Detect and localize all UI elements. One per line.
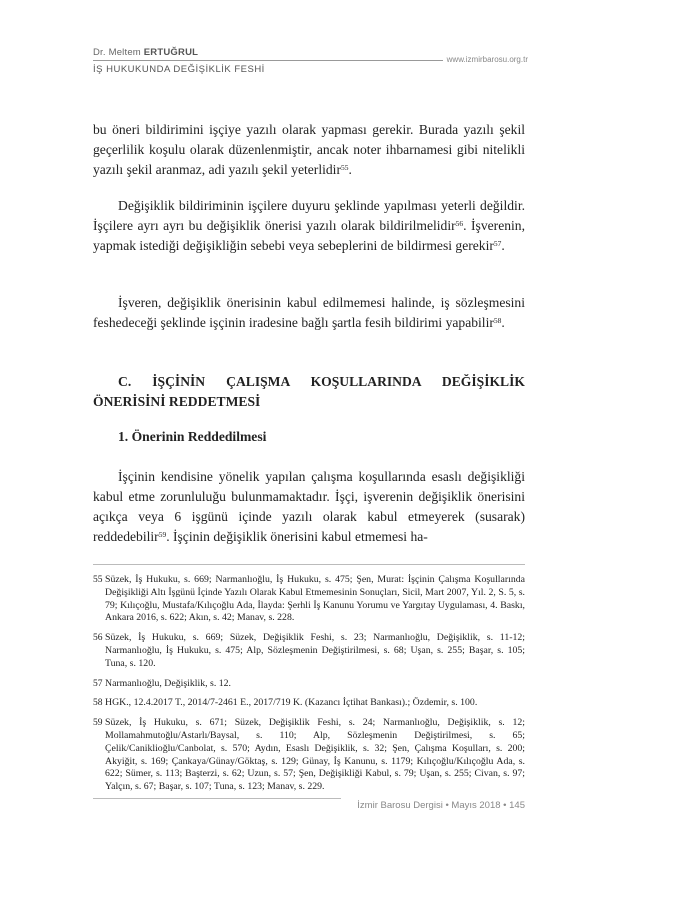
header-url[interactable]: www.izmirbarosu.org.tr (446, 55, 528, 64)
footnote-56 (93, 632, 525, 670)
footnote-text: Süzek, İş Hukuku, s. 669; Narmanlıoğlu, İş Hukuku, s. 475; Şen, Murat: İşçinin Çalışma Koşullarında Değişikliği Altı İşgünü İçinde Yazılı Olarak Kabul Etmemesinin Sonuçları, Sicil, Mart 2007, Yıl. 2, S. 5, s. 79; Kılıçoğlu, Mustafa/Kılıçoğlu Ada, İlayda: Şerhli İş Kanunu Yorumu ve Yargıtay Uygulaması, 4. Baskı, Ankara 2016, s. 622; Akın, s. 42; Manav, s. 228. (105, 574, 525, 624)
paragraph-1 (93, 120, 525, 180)
footnote-number: 59 (93, 718, 103, 729)
footnote-number: 58 (93, 698, 103, 709)
header-author (93, 47, 198, 58)
header-subtitle: İŞ HUKUKUNDA DEĞİŞİKLİK FESHİ (93, 64, 265, 75)
paragraph-4-part1: İşçinin kendisine yönelik yapılan çalışma koşullarında esaslı değişikliği kabul etme zorunluluğu bulunmamaktadır. İşçi, işverenin değişiklik önerisini açıkça veya 6 işgünü içinde yazılı olarak kabul etmeyerek (susarak) reddedebilir (93, 469, 525, 544)
paragraph-3 (93, 293, 525, 333)
paragraph-2-end: . (501, 238, 505, 253)
section-heading-c (93, 372, 525, 412)
footnote-ref-56[interactable]: 56 (455, 219, 464, 228)
paragraph-1-end: . (348, 162, 352, 177)
footer-text: İzmir Barosu Dergisi • Mayıs 2018 • 145 (357, 800, 525, 811)
paragraph-3-end: . (501, 315, 505, 330)
footnote-text: Süzek, İş Hukuku, s. 671; Süzek, Değişiklik Feshi, s. 24; Narmanlıoğlu, Değişiklik, s. 12; Mollamahmutoğlu/Astarlı/Baysal, s. 110; Alp, Sözleşmenin Değiştirilmesi, s. 65; Çelik/Caniklioğlu/Canbolat, s. 570; Aydın, Esaslı Değişiklik, s. 32; Şen, Çalışma Koşulları, s. 200; Akyiğit, s. 169; Çankaya/Günay/Göktaş, s. 129; Günay, İş Kanunu, s. 1179; Kılıçoğlu/Kılıçoğlu Ada, s. 622; Sümer, s. 113; Başterzi, s. 62; Uzun, s. 57; Şen, Değişikliği Kabul, s. 79; Uşan, s. 255; Civan, s. 97; Yalçın, s. 67; Başar, s. 107; Tuna, s. 123; Manav, s. 229. (105, 717, 525, 793)
footnote-ref-55[interactable]: 55 (341, 163, 349, 172)
paragraph-4-part2: . İşçinin değişiklik önerisini kabul etmemesi ha- (166, 529, 428, 544)
footnote-text: Süzek, İş Hukuku, s. 669; Süzek, Değişiklik Feshi, s. 23; Narmanlıoğlu, Değişiklik, s. 11-12; Narmanlıoğlu, İş Hukuku, s. 475; Alp, Sözleşmenin Değiştirilmesi, s. 68; Uşan, s. 255; Başar, s. 105; Tuna, s. 120. (105, 632, 525, 669)
footnote-57 (93, 678, 525, 691)
footnote-number: 57 (93, 678, 103, 689)
footnotes (93, 574, 525, 801)
footnote-58 (93, 697, 525, 710)
paragraph-2 (93, 196, 525, 256)
header-rule (93, 60, 443, 61)
footnote-number: 56 (93, 633, 103, 644)
paragraph-2-part1: Değişiklik bildiriminin işçilere duyuru şeklinde yapılması yeterli değildir. İşçilere ayrı ayrı bu değişiklik önerisi yazılı olarak bildirilmelidir (93, 198, 525, 233)
footnote-rule (93, 564, 525, 565)
paragraph-4 (93, 467, 525, 547)
author-prefix: Dr. Meltem (93, 47, 144, 58)
footnote-number: 55 (93, 575, 103, 585)
paragraph-2-part2: . İşverenin, yapmak istediği değişikliğin sebebi veya sebeplerini de bildirmesi gerekir (93, 218, 525, 253)
section-heading-c-line1: C. İŞÇİNİN ÇALIŞMA KOŞULLARINDA DEĞİŞİKLİK (118, 374, 525, 389)
footnote-text: Narmanlıoğlu, Değişiklik, s. 12. (105, 677, 231, 689)
footnote-55 (93, 574, 525, 625)
footnote-59 (93, 717, 525, 794)
paragraph-1-text: bu öneri bildirimini işçiye yazılı olarak yapması gerekir. Burada yazılı şekil geçerlilik koşulu olarak düzenlenmiştir, ancak noter ihbarnamesi gibi nitelikli yazılı şekil aranmaz, adi yazılı şekil yeterlidir (93, 122, 525, 177)
footnote-text: HGK., 12.4.2017 T., 2014/7-2461 E., 2017/719 K. (Kazancı İçtihat Bankası).; Özdemir, s. 100. (105, 697, 478, 709)
footer-rule (93, 798, 341, 799)
section-heading-c-line2: ÖNERİSİNİ REDDETMESİ (93, 394, 261, 409)
footnote-ref-59[interactable]: 59 (158, 530, 167, 539)
subheading-1: 1. Önerinin Reddedilmesi (118, 429, 267, 444)
footnote-ref-58[interactable]: 58 (493, 316, 502, 325)
paragraph-3-text: İşveren, değişiklik önerisinin kabul edilmemesi halinde, iş sözleşmesini feshedeceği şeklinde işçinin iradesine bağlı şartla fesih bildirimi yapabilir (93, 295, 525, 330)
author-surname: ERTUĞRUL (143, 47, 199, 58)
footnote-ref-57[interactable]: 57 (493, 239, 502, 248)
